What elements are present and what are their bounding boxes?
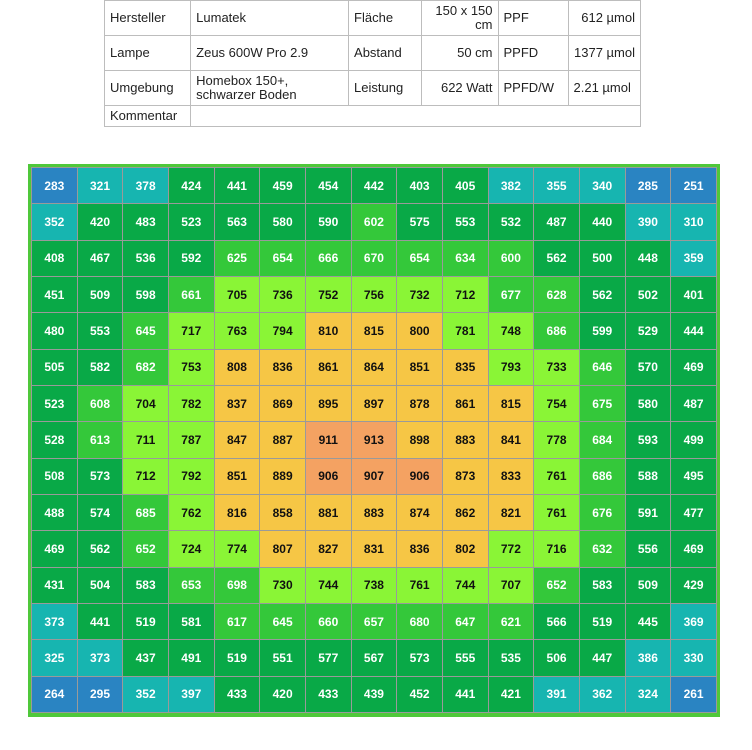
- heatmap-cell: 403: [397, 168, 443, 204]
- heatmap-cell: 519: [214, 640, 260, 676]
- heatmap-cell: 772: [488, 531, 534, 567]
- heatmap-cell: 580: [260, 204, 306, 240]
- heatmap-cell: 835: [442, 349, 488, 385]
- heatmap-row: [32, 168, 717, 204]
- heatmap-cell: 441: [77, 603, 123, 639]
- heatmap-cell: 441: [442, 676, 488, 712]
- heatmap-cell: 617: [214, 603, 260, 639]
- heatmap-cell: 657: [351, 603, 397, 639]
- heatmap-cell: 491: [168, 640, 214, 676]
- heatmap-cell: 444: [671, 313, 717, 349]
- heatmap-cell: 862: [442, 494, 488, 530]
- heatmap-cell: 506: [534, 640, 580, 676]
- heatmap-cell: 421: [488, 676, 534, 712]
- heatmap-cell: 437: [123, 640, 169, 676]
- heatmap-cell: 502: [625, 276, 671, 312]
- heatmap-cell: 634: [442, 240, 488, 276]
- heatmap-cell: 590: [305, 204, 351, 240]
- heatmap-cell: 911: [305, 422, 351, 458]
- heatmap-cell: 878: [397, 385, 443, 421]
- heatmap-cell: 654: [397, 240, 443, 276]
- heatmap-cell: 732: [397, 276, 443, 312]
- heatmap-cell: 851: [397, 349, 443, 385]
- heatmap-cell: 424: [168, 168, 214, 204]
- heatmap-cell: 744: [305, 567, 351, 603]
- heatmap-cell: 467: [77, 240, 123, 276]
- heatmap-cell: 352: [123, 676, 169, 712]
- heatmap-cell: 575: [397, 204, 443, 240]
- heatmap-cell: 431: [32, 567, 78, 603]
- heatmap-cell: 532: [488, 204, 534, 240]
- heatmap-cell: 583: [579, 567, 625, 603]
- heatmap-cell: 807: [260, 531, 306, 567]
- heatmap-cell: 874: [397, 494, 443, 530]
- info-cell: Leistung: [349, 71, 422, 106]
- heatmap-cell: 733: [534, 349, 580, 385]
- heatmap-cell: 454: [305, 168, 351, 204]
- heatmap-cell: 851: [214, 458, 260, 494]
- heatmap-cell: 452: [397, 676, 443, 712]
- heatmap-cell: 821: [488, 494, 534, 530]
- heatmap-cell: 505: [32, 349, 78, 385]
- heatmap-cell: 754: [534, 385, 580, 421]
- heatmap-cell: 567: [351, 640, 397, 676]
- heatmap-cell: 781: [442, 313, 488, 349]
- heatmap-row: [32, 276, 717, 312]
- heatmap-cell: 712: [123, 458, 169, 494]
- info-cell: 150 x 150 cm: [421, 1, 498, 36]
- heatmap-cell: 653: [168, 567, 214, 603]
- heatmap-cell: 536: [123, 240, 169, 276]
- heatmap-cell: 573: [397, 640, 443, 676]
- heatmap-row: [32, 422, 717, 458]
- heatmap-cell: 736: [260, 276, 306, 312]
- heatmap-cell: 330: [671, 640, 717, 676]
- heatmap-cell: 362: [579, 676, 625, 712]
- info-cell: 622 Watt: [421, 71, 498, 106]
- heatmap-cell: 628: [534, 276, 580, 312]
- heatmap-cell: 753: [168, 349, 214, 385]
- heatmap-cell: 509: [77, 276, 123, 312]
- heatmap-cell: 778: [534, 422, 580, 458]
- heatmap-cell: 704: [123, 385, 169, 421]
- heatmap-cell: 566: [534, 603, 580, 639]
- heatmap-cell: 792: [168, 458, 214, 494]
- heatmap-cell: 652: [534, 567, 580, 603]
- ppfd-heatmap: [31, 167, 717, 713]
- heatmap-cell: 717: [168, 313, 214, 349]
- heatmap-cell: 264: [32, 676, 78, 712]
- heatmap-cell: 451: [32, 276, 78, 312]
- info-cell: PPFD/W: [498, 71, 568, 106]
- heatmap-cell: 608: [77, 385, 123, 421]
- heatmap-cell: 654: [260, 240, 306, 276]
- heatmap-cell: 600: [488, 240, 534, 276]
- heatmap-cell: 397: [168, 676, 214, 712]
- heatmap-cell: 810: [305, 313, 351, 349]
- heatmap-cell: 581: [168, 603, 214, 639]
- heatmap-cell: 762: [168, 494, 214, 530]
- heatmap-cell: 645: [260, 603, 306, 639]
- heatmap-cell: 499: [671, 422, 717, 458]
- info-cell: PPF: [498, 1, 568, 36]
- heatmap-cell: 686: [579, 458, 625, 494]
- heatmap-cell: 861: [305, 349, 351, 385]
- heatmap-cell: 563: [214, 204, 260, 240]
- heatmap-cell: 889: [260, 458, 306, 494]
- heatmap-row: [32, 458, 717, 494]
- heatmap-cell: 504: [77, 567, 123, 603]
- heatmap-cell: 774: [214, 531, 260, 567]
- heatmap-cell: 625: [214, 240, 260, 276]
- heatmap-cell: 283: [32, 168, 78, 204]
- info-cell: [191, 106, 641, 127]
- heatmap-cell: 761: [397, 567, 443, 603]
- info-cell: 1377 µmol: [568, 36, 640, 71]
- heatmap-cell: 698: [214, 567, 260, 603]
- heatmap-cell: 401: [671, 276, 717, 312]
- heatmap-cell: 420: [77, 204, 123, 240]
- heatmap-cell: 666: [305, 240, 351, 276]
- heatmap-cell: 744: [442, 567, 488, 603]
- heatmap-cell: 712: [442, 276, 488, 312]
- heatmap-cell: 895: [305, 385, 351, 421]
- info-cell: 2.21 µmol: [568, 71, 640, 106]
- heatmap-cell: 816: [214, 494, 260, 530]
- heatmap-cell: 645: [123, 313, 169, 349]
- heatmap-cell: 570: [625, 349, 671, 385]
- info-cell: Umgebung: [105, 71, 191, 106]
- info-cell: Fläche: [349, 1, 422, 36]
- heatmap-cell: 321: [77, 168, 123, 204]
- heatmap-cell: 711: [123, 422, 169, 458]
- heatmap-cell: 787: [168, 422, 214, 458]
- heatmap-cell: 730: [260, 567, 306, 603]
- heatmap-cell: 495: [671, 458, 717, 494]
- heatmap-cell: 646: [579, 349, 625, 385]
- info-row: [105, 36, 641, 71]
- info-row: [105, 71, 641, 106]
- heatmap-cell: 621: [488, 603, 534, 639]
- heatmap-cell: 686: [534, 313, 580, 349]
- heatmap-cell: 373: [32, 603, 78, 639]
- heatmap-cell: 716: [534, 531, 580, 567]
- heatmap-cell: 685: [123, 494, 169, 530]
- heatmap-cell: 836: [260, 349, 306, 385]
- heatmap-cell: 881: [305, 494, 351, 530]
- heatmap-row: [32, 313, 717, 349]
- heatmap-cell: 897: [351, 385, 397, 421]
- heatmap-cell: 763: [214, 313, 260, 349]
- heatmap-cell: 599: [579, 313, 625, 349]
- heatmap-cell: 408: [32, 240, 78, 276]
- heatmap-cell: 782: [168, 385, 214, 421]
- info-cell: Zeus 600W Pro 2.9: [191, 36, 349, 71]
- heatmap-cell: 523: [32, 385, 78, 421]
- heatmap-cell: 562: [77, 531, 123, 567]
- heatmap-cell: 864: [351, 349, 397, 385]
- info-cell: 50 cm: [421, 36, 498, 71]
- heatmap-cell: 580: [625, 385, 671, 421]
- heatmap-cell: 325: [32, 640, 78, 676]
- heatmap-row: [32, 494, 717, 530]
- info-cell: Kommentar: [105, 106, 191, 127]
- heatmap-cell: 869: [260, 385, 306, 421]
- heatmap-row: [32, 640, 717, 676]
- heatmap-cell: 519: [123, 603, 169, 639]
- heatmap-cell: 556: [625, 531, 671, 567]
- heatmap-cell: 447: [579, 640, 625, 676]
- heatmap-row: [32, 567, 717, 603]
- heatmap-cell: 386: [625, 640, 671, 676]
- heatmap-cell: 433: [214, 676, 260, 712]
- heatmap-cell: 528: [32, 422, 78, 458]
- heatmap-cell: 661: [168, 276, 214, 312]
- heatmap-cell: 756: [351, 276, 397, 312]
- heatmap-cell: 837: [214, 385, 260, 421]
- heatmap-cell: 574: [77, 494, 123, 530]
- heatmap-cell: 487: [671, 385, 717, 421]
- heatmap-row: [32, 204, 717, 240]
- heatmap-cell: 439: [351, 676, 397, 712]
- heatmap-cell: 660: [305, 603, 351, 639]
- heatmap-cell: 573: [77, 458, 123, 494]
- heatmap-cell: 676: [579, 494, 625, 530]
- info-table: [104, 0, 641, 127]
- heatmap-cell: 898: [397, 422, 443, 458]
- heatmap-cell: 459: [260, 168, 306, 204]
- heatmap-cell: 847: [214, 422, 260, 458]
- heatmap-cell: 355: [534, 168, 580, 204]
- heatmap-cell: 359: [671, 240, 717, 276]
- heatmap-cell: 588: [625, 458, 671, 494]
- heatmap-cell: 831: [351, 531, 397, 567]
- heatmap-cell: 907: [351, 458, 397, 494]
- heatmap-cell: 440: [579, 204, 625, 240]
- heatmap-cell: 310: [671, 204, 717, 240]
- heatmap-cell: 340: [579, 168, 625, 204]
- info-row: [105, 106, 641, 127]
- heatmap-cell: 761: [534, 458, 580, 494]
- heatmap-cell: 391: [534, 676, 580, 712]
- heatmap-row: [32, 603, 717, 639]
- heatmap-cell: 906: [305, 458, 351, 494]
- heatmap-cell: 582: [77, 349, 123, 385]
- heatmap-cell: 808: [214, 349, 260, 385]
- heatmap-cell: 480: [32, 313, 78, 349]
- heatmap-cell: 591: [625, 494, 671, 530]
- heatmap-cell: 906: [397, 458, 443, 494]
- heatmap-cell: 553: [77, 313, 123, 349]
- heatmap-cell: 752: [305, 276, 351, 312]
- heatmap-cell: 913: [351, 422, 397, 458]
- heatmap-cell: 555: [442, 640, 488, 676]
- heatmap-cell: 477: [671, 494, 717, 530]
- heatmap-cell: 815: [351, 313, 397, 349]
- heatmap-cell: 295: [77, 676, 123, 712]
- heatmap-cell: 738: [351, 567, 397, 603]
- heatmap-cell: 632: [579, 531, 625, 567]
- heatmap-cell: 841: [488, 422, 534, 458]
- heatmap-row: [32, 385, 717, 421]
- heatmap-cell: 469: [671, 531, 717, 567]
- heatmap-cell: 613: [77, 422, 123, 458]
- heatmap-cell: 684: [579, 422, 625, 458]
- heatmap-cell: 858: [260, 494, 306, 530]
- heatmap-cell: 469: [32, 531, 78, 567]
- heatmap-cell: 405: [442, 168, 488, 204]
- heatmap-cell: 523: [168, 204, 214, 240]
- heatmap-cell: 420: [260, 676, 306, 712]
- heatmap-cell: 724: [168, 531, 214, 567]
- heatmap-cell: 442: [351, 168, 397, 204]
- heatmap-cell: 261: [671, 676, 717, 712]
- info-cell: Lampe: [105, 36, 191, 71]
- info-cell: PPFD: [498, 36, 568, 71]
- heatmap-cell: 652: [123, 531, 169, 567]
- heatmap-cell: 369: [671, 603, 717, 639]
- heatmap-cell: 390: [625, 204, 671, 240]
- heatmap-cell: 705: [214, 276, 260, 312]
- heatmap-cell: 469: [671, 349, 717, 385]
- heatmap-cell: 553: [442, 204, 488, 240]
- heatmap-cell: 873: [442, 458, 488, 494]
- heatmap-row: [32, 676, 717, 712]
- info-row: [105, 1, 641, 36]
- info-cell: Homebox 150+, schwarzer Boden: [191, 71, 349, 106]
- heatmap-cell: 827: [305, 531, 351, 567]
- heatmap-cell: 441: [214, 168, 260, 204]
- heatmap-cell: 592: [168, 240, 214, 276]
- heatmap-cell: 883: [351, 494, 397, 530]
- heatmap-cell: 429: [671, 567, 717, 603]
- heatmap-row: [32, 240, 717, 276]
- heatmap-cell: 508: [32, 458, 78, 494]
- heatmap-cell: 529: [625, 313, 671, 349]
- heatmap-cell: 448: [625, 240, 671, 276]
- heatmap-cell: 793: [488, 349, 534, 385]
- heatmap-cell: 593: [625, 422, 671, 458]
- heatmap-cell: 675: [579, 385, 625, 421]
- heatmap-row: [32, 349, 717, 385]
- heatmap-cell: 794: [260, 313, 306, 349]
- heatmap-cell: 500: [579, 240, 625, 276]
- heatmap-cell: 800: [397, 313, 443, 349]
- heatmap-cell: 677: [488, 276, 534, 312]
- info-cell: Hersteller: [105, 1, 191, 36]
- heatmap-cell: 551: [260, 640, 306, 676]
- heatmap-cell: 445: [625, 603, 671, 639]
- heatmap-cell: 487: [534, 204, 580, 240]
- info-cell: Lumatek: [191, 1, 349, 36]
- heatmap-cell: 352: [32, 204, 78, 240]
- heatmap-cell: 382: [488, 168, 534, 204]
- heatmap-cell: 815: [488, 385, 534, 421]
- heatmap-cell: 802: [442, 531, 488, 567]
- heatmap-cell: 583: [123, 567, 169, 603]
- heatmap-cell: 682: [123, 349, 169, 385]
- heatmap-cell: 483: [123, 204, 169, 240]
- heatmap-cell: 670: [351, 240, 397, 276]
- heatmap-cell: 562: [534, 240, 580, 276]
- heatmap-cell: 602: [351, 204, 397, 240]
- heatmap-cell: 861: [442, 385, 488, 421]
- heatmap-cell: 577: [305, 640, 351, 676]
- heatmap-cell: 707: [488, 567, 534, 603]
- heatmap-cell: 883: [442, 422, 488, 458]
- heatmap-cell: 373: [77, 640, 123, 676]
- heatmap-cell: 598: [123, 276, 169, 312]
- heatmap-cell: 833: [488, 458, 534, 494]
- heatmap-cell: 378: [123, 168, 169, 204]
- heatmap-cell: 433: [305, 676, 351, 712]
- heatmap-cell: 761: [534, 494, 580, 530]
- heatmap-cell: 748: [488, 313, 534, 349]
- heatmap-cell: 836: [397, 531, 443, 567]
- heatmap-cell: 488: [32, 494, 78, 530]
- heatmap-cell: 887: [260, 422, 306, 458]
- heatmap-cell: 647: [442, 603, 488, 639]
- info-cell: 612 µmol: [568, 1, 640, 36]
- info-cell: Abstand: [349, 36, 422, 71]
- heatmap-cell: 562: [579, 276, 625, 312]
- heatmap-cell: 535: [488, 640, 534, 676]
- heatmap-cell: 509: [625, 567, 671, 603]
- heatmap-cell: 251: [671, 168, 717, 204]
- heatmap-cell: 680: [397, 603, 443, 639]
- heatmap-row: [32, 531, 717, 567]
- heatmap-cell: 324: [625, 676, 671, 712]
- heatmap-cell: 519: [579, 603, 625, 639]
- heatmap-cell: 285: [625, 168, 671, 204]
